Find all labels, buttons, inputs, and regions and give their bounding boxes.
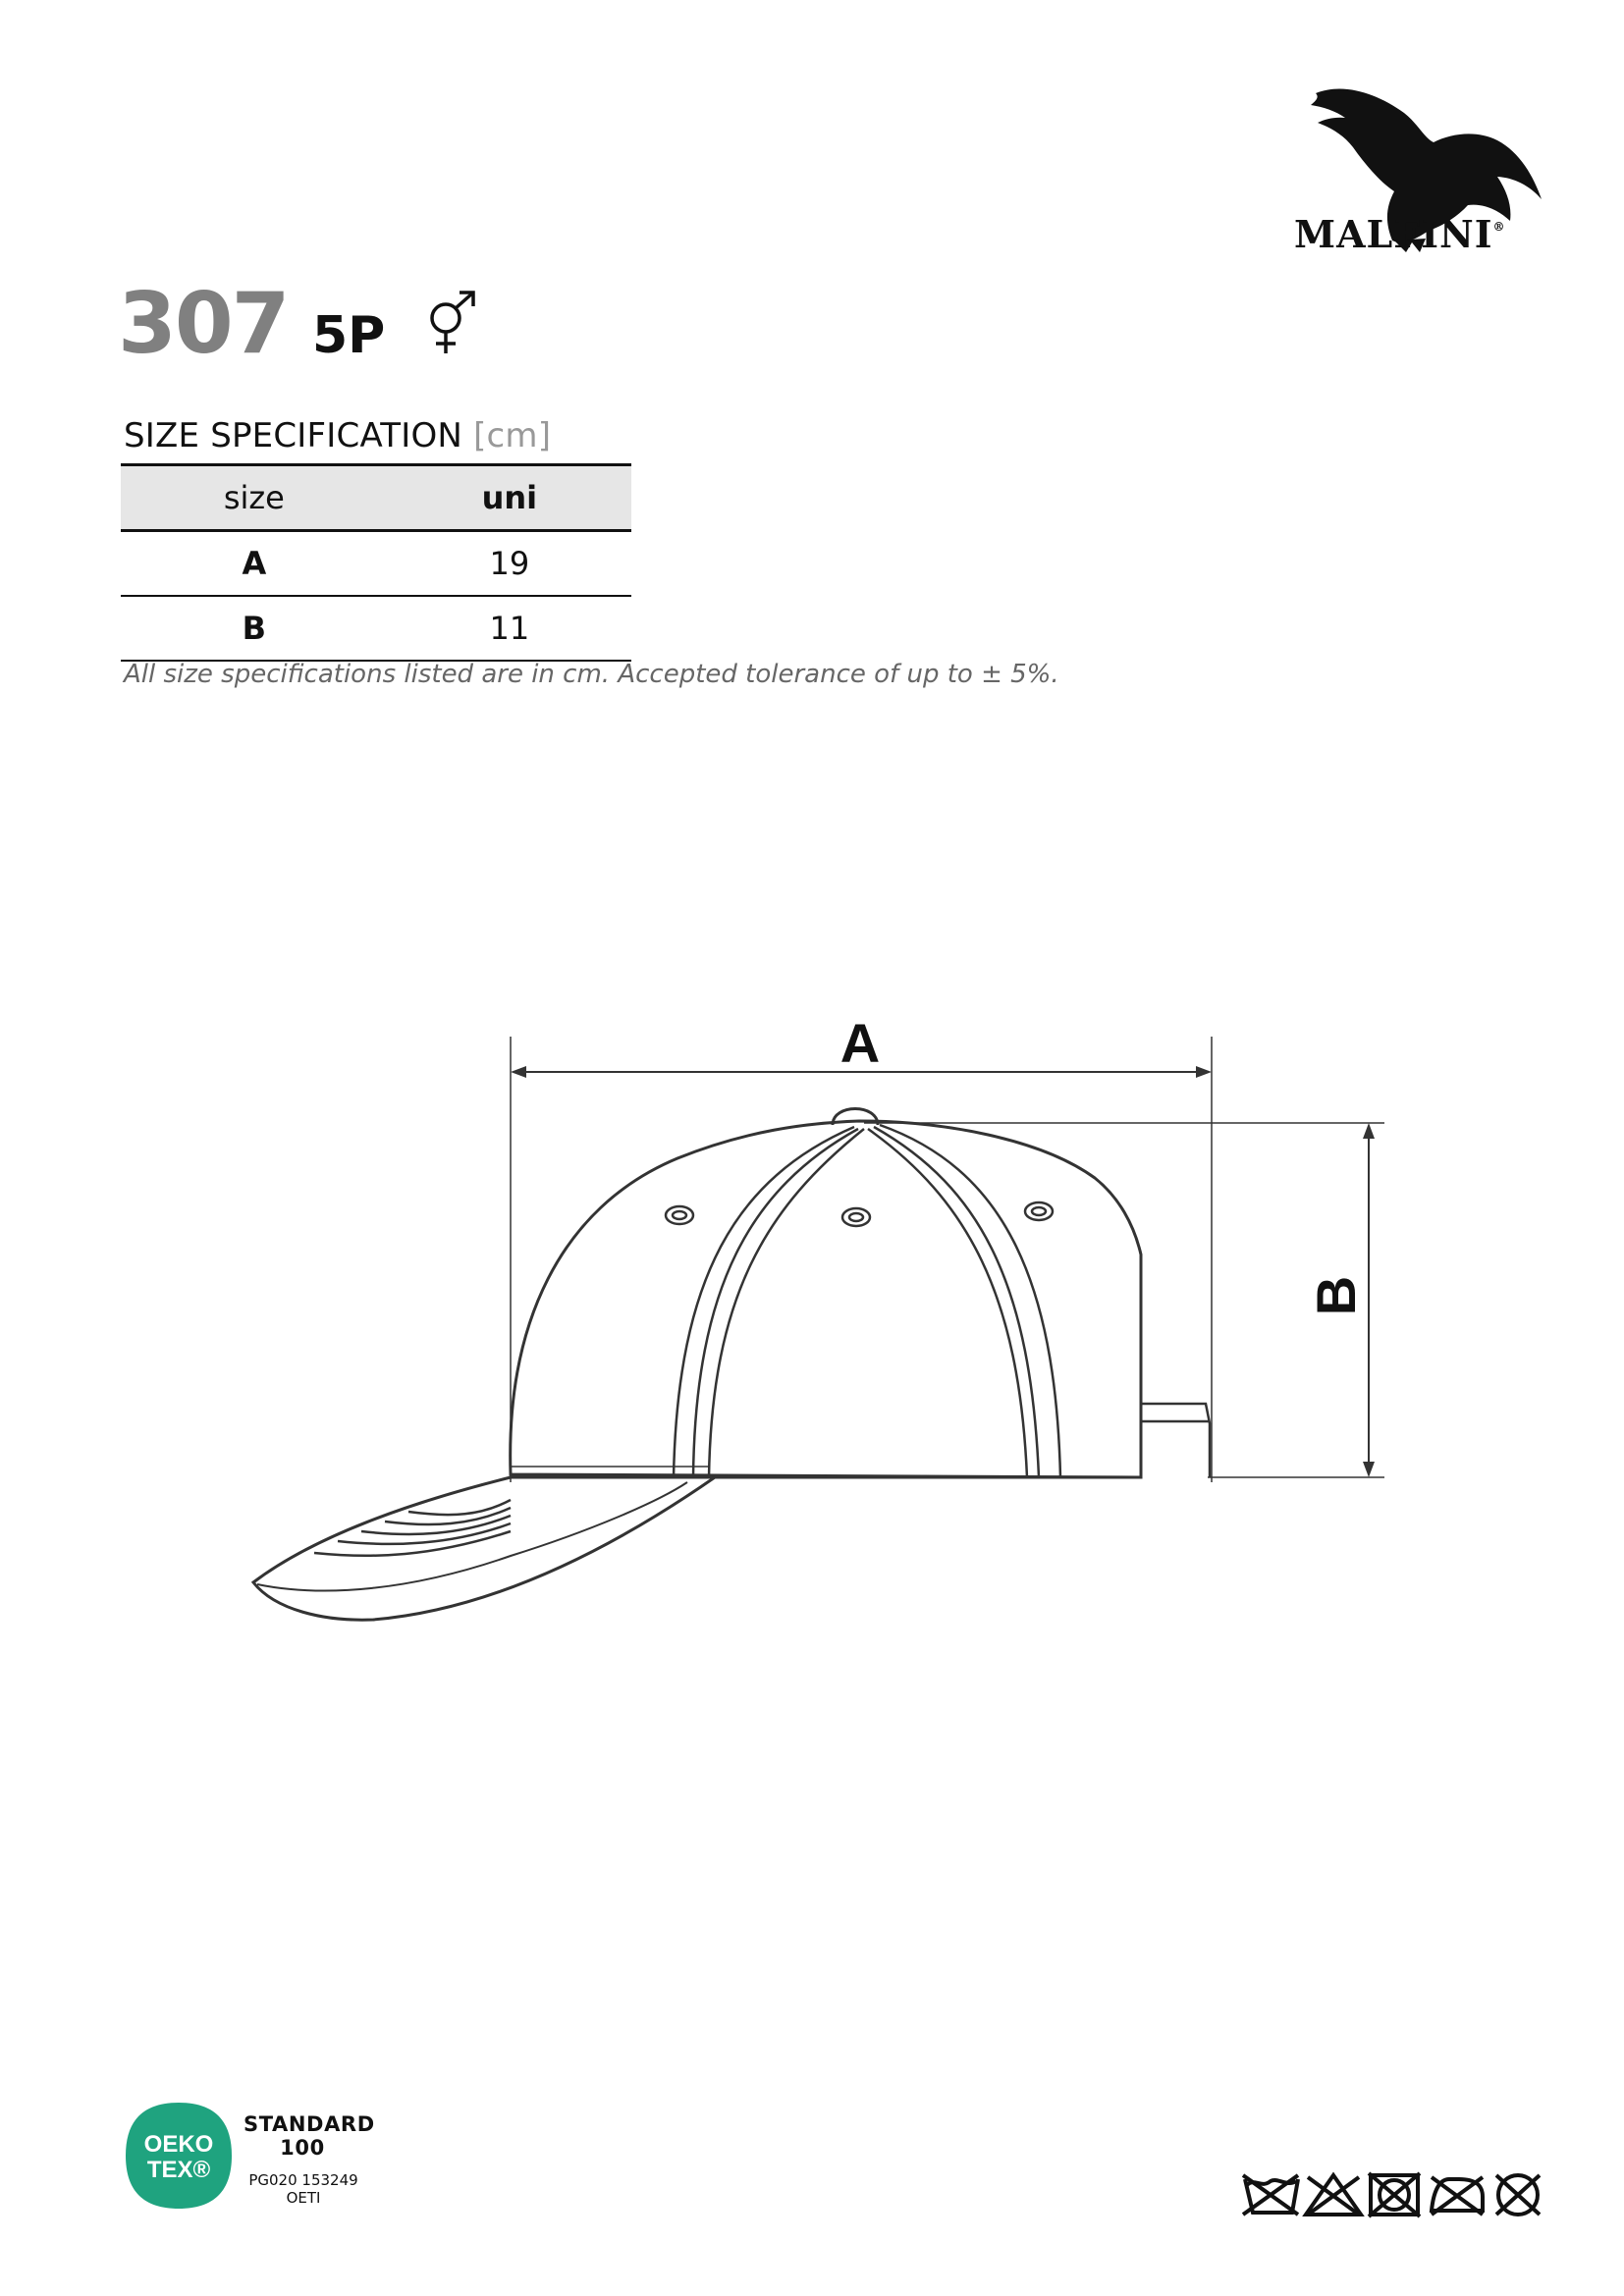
size-table: [121, 463, 631, 662]
model-number: 307: [118, 275, 289, 373]
oeko-line2: TEX®: [146, 2157, 211, 2183]
certificate-code: PG020 153249: [248, 2171, 358, 2189]
cap-technical-drawing: [0, 962, 1624, 1688]
do-not-iron-icon: [1432, 2177, 1483, 2215]
header-uni: uni: [388, 465, 631, 531]
brand-wordmark: MALFINI®: [1294, 212, 1506, 256]
row-label: A: [121, 531, 388, 597]
tolerance-note: All size specifications listed are in cm. Accepted tolerance of up to ± 5%.: [124, 660, 1059, 689]
oeko-tex-badge: [126, 2103, 232, 2209]
variant-label: 5P: [312, 306, 386, 365]
care-symbols: [1241, 2169, 1545, 2218]
standard-number: 100: [280, 2136, 325, 2160]
dimension-a-label: A: [839, 1012, 881, 1074]
standard-label: STANDARD: [244, 2112, 375, 2136]
row-value: 11: [388, 596, 631, 661]
certificate-institute: OETI: [286, 2189, 321, 2207]
do-not-dry-clean-icon: [1496, 2175, 1540, 2215]
row-value: 19: [388, 531, 631, 597]
dimension-b-label: B: [1305, 1275, 1367, 1316]
header-size: size: [121, 465, 388, 531]
do-not-wash-icon: [1243, 2175, 1298, 2215]
oeko-standard: [244, 2112, 375, 2160]
table-row: [121, 531, 631, 597]
table-row: [121, 596, 631, 661]
unisex-icon: [422, 291, 481, 359]
oeko-line1: OEKO: [143, 2131, 214, 2158]
row-label: B: [121, 596, 388, 661]
table-header-row: [121, 465, 631, 531]
do-not-tumble-dry-icon: [1369, 2173, 1420, 2216]
oeko-code: [240, 2171, 367, 2207]
size-spec-title: SIZE SPECIFICATION [cm]: [124, 416, 552, 455]
do-not-bleach-icon: [1306, 2175, 1361, 2215]
